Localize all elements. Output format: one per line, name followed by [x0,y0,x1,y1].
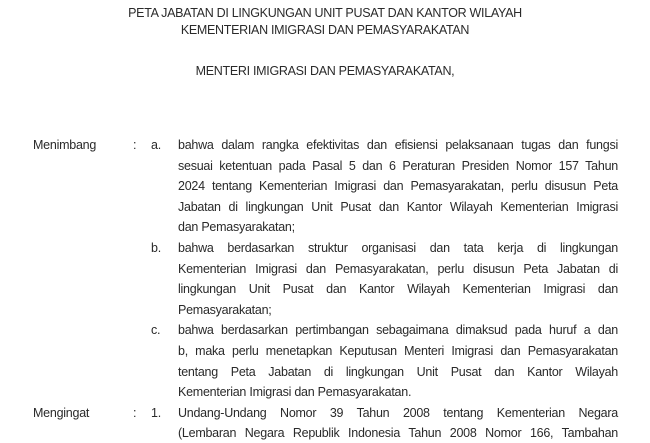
item-text: bahwa berdasarkan struktur organisasi dan tata kerja di lingkungan [178,241,618,255]
item-text: bahwa dalam rangka efektivitas dan efisiensi pelaksanaan tugas dan fungsi [178,138,618,152]
item-text: Kementerian Imigrasi dan Pemasyarakatan. [178,385,412,400]
item-text: 2024 tentang Kementerian Imigrasi dan Pemasyarakatan, perlu disusun Peta [178,179,618,194]
item-text: Jabatan di lingkungan Unit Pusat dan Kantor Wilayah Kementerian Imigrasi [178,199,618,214]
item-text: Pemasyarakatan; [178,302,272,317]
item-marker: 1. [151,405,161,420]
menimbang-line [0,135,650,155]
item-marker: b. [151,241,161,255]
menimbang-line [0,382,650,402]
item-text: bahwa berdasarkan pertimbangan sebagaimana dimaksud pada huruf a dan [178,323,618,338]
item-text: (Lembaran Negara Republik Indonesia Tahun 2008 Nomor 166, Tambahan [178,426,618,441]
menimbang-line [0,362,650,382]
mengingat-line [0,423,650,443]
menimbang-line [0,156,650,176]
menimbang-line [0,300,650,320]
subtitle: MENTERI IMIGRASI DAN PEMASYARAKATAN, [195,64,455,78]
item-text: sesuai ketentuan pada Pasal 5 dan 6 Peraturan Presiden Nomor 157 Tahun [178,158,618,173]
menimbang-line [0,341,650,361]
colon: : [133,405,137,420]
menimbang-line [0,279,650,299]
menimbang-line [0,238,650,258]
menimbang-line [0,259,650,279]
menimbang-label: Menimbang [33,138,97,152]
document-title-line-2: KEMENTERIAN IMIGRASI DAN PEMASYARAKATAN [180,23,470,37]
item-text: b, maka perlu menetapkan Keputusan Menteri Imigrasi dan Pemasyarakatan [178,344,618,358]
menimbang-line [0,176,650,196]
menimbang-line [0,217,650,237]
menimbang-line [0,320,650,340]
colon: : [133,138,137,152]
mengingat-line [0,403,650,423]
mengingat-label: Mengingat [33,405,90,420]
menimbang-line [0,197,650,217]
item-text: Kementerian Imigrasi dan Pemasyarakatan, perlu disusun Peta Jabatan di [178,261,618,276]
item-marker: c. [151,323,161,338]
item-text: Undang-Undang Nomor 39 Tahun 2008 tentang Kementerian Negara [178,405,618,420]
document-title-line-1: PETA JABATAN DI LINGKUNGAN UNIT PUSAT DAN KANTOR WILAYAH [128,6,522,20]
item-text: dan Pemasyarakatan; [178,220,295,235]
item-text: tentang Peta Jabatan di lingkungan Unit Pusat dan Kantor Wilayah [178,364,618,379]
item-marker: a. [151,138,161,152]
item-text: lingkungan Unit Pusat dan Kantor Wilayah Kementerian Imigrasi dan [178,282,618,297]
